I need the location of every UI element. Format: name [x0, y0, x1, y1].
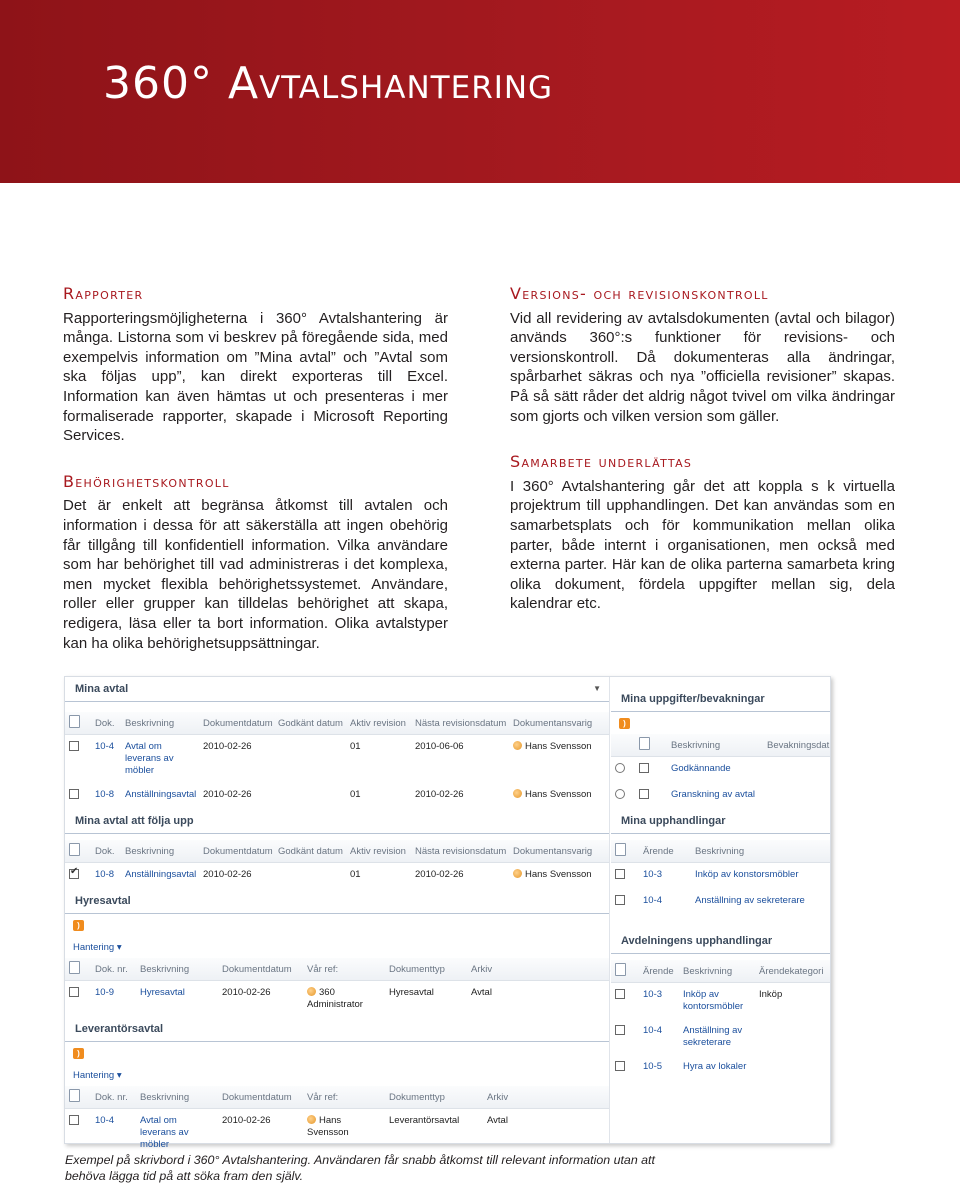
webpart-mina-avtal [65, 677, 609, 809]
cell: 2010-06-06 [415, 741, 464, 752]
cell: Avtal [471, 987, 492, 998]
row-checkbox[interactable] [69, 1115, 79, 1125]
cell: Avtal [487, 1115, 508, 1126]
case-link[interactable]: 10-3 [643, 869, 663, 880]
hyresavtal-table [65, 958, 609, 1017]
cell: 01 [350, 789, 361, 800]
cell: 2010-02-26 [203, 869, 252, 880]
user-icon [513, 869, 522, 878]
desktop-screenshot [64, 676, 831, 1150]
column-header[interactable]: Dok. [91, 712, 121, 735]
column-header[interactable]: Dokumentansvarig [509, 712, 609, 735]
row-checkbox[interactable] [615, 869, 625, 879]
desc-link[interactable]: Hyresavtal [140, 987, 185, 998]
row-radio[interactable] [615, 763, 625, 773]
column-header[interactable]: Bevakningsdat [763, 734, 830, 757]
text-rapporter: Rapporteringsmöjligheterna i 360° Avtalshantering är många. Listorna som vi beskrev på föregående sida, med exempelvis information om ”Mina avtal” och ”Avtal som ska följas upp”, kan direkt exporteras till Excel. Information kan även hämtas ut och presenteras i mer formaliserade rapporter, skapade i Microsoft Reporting Services. [63, 309, 448, 445]
cell: 01 [350, 869, 361, 880]
table-row [611, 757, 830, 784]
row-checkbox[interactable] [69, 789, 79, 799]
row-checkbox[interactable] [615, 1025, 625, 1035]
user-icon [513, 789, 522, 798]
task-link[interactable]: Granskning av avtal [671, 789, 755, 800]
table-row [611, 863, 830, 890]
column-header[interactable]: Beskrivning [691, 840, 830, 863]
cell [763, 783, 830, 809]
column-header[interactable]: Ärendekategori [755, 960, 830, 983]
webpart-leverantorsavtal [65, 1017, 609, 1157]
left-column [63, 284, 448, 673]
row-checkbox-checked[interactable] [69, 869, 79, 879]
case-link[interactable]: 10-4 [643, 895, 663, 906]
cell: Hyresavtal [389, 987, 434, 998]
webpart-title[interactable]: Hyresavtal [65, 889, 609, 914]
table-row [65, 981, 609, 1018]
column-header[interactable]: Beskrivning [121, 840, 199, 863]
column-header[interactable]: Dok. nr. [91, 1086, 136, 1109]
desc-link[interactable]: Avtal om leverans av möbler [140, 1115, 189, 1150]
document-icon [69, 1089, 80, 1102]
cell: Leverantörsavtal [389, 1115, 460, 1126]
task-link[interactable]: Godkännande [671, 763, 731, 774]
doc-link[interactable]: 10-8 [95, 869, 115, 880]
cell [274, 863, 346, 890]
desc-link[interactable]: Anställningsavtal [125, 789, 197, 800]
heading-rapporter: Rapporter [63, 284, 144, 303]
column-header[interactable]: Dokumentdatum [199, 840, 274, 863]
ref-cell[interactable]: Hans Svensson [307, 1115, 349, 1138]
webpart-hyresavtal [65, 889, 609, 1017]
cell: 2010-02-26 [222, 987, 271, 998]
page-title: 360° Avtalshantering [103, 58, 554, 109]
table-row [611, 1055, 830, 1081]
right-column [510, 284, 895, 634]
desc-link[interactable]: Anställningsavtal [125, 869, 197, 880]
table-row [611, 889, 830, 915]
webpart-uppgifter [611, 687, 830, 809]
table-row [65, 783, 609, 809]
column-header[interactable]: Dokumentansvarig [509, 840, 609, 863]
column-header[interactable]: Dokumenttyp [385, 958, 467, 981]
row-checkbox[interactable] [615, 1061, 625, 1071]
right-pane [611, 677, 830, 1143]
webpart-title[interactable]: Mina avtal att följa upp [65, 809, 609, 834]
cell: 2010-02-26 [222, 1115, 271, 1126]
cell: 2010-02-26 [203, 741, 252, 752]
case-link[interactable]: 10-3 [643, 989, 663, 1000]
webpart-title[interactable]: Mina uppgifter/bevakningar [611, 687, 830, 712]
figure-caption: Exempel på skrivbord i 360° Avtalshantering. Användaren får snabb åtkomst till relevant information utan att behöva lägga tid på att söka fram den själv. [65, 1153, 655, 1183]
row-checkbox[interactable] [615, 989, 625, 999]
row-checkbox[interactable] [69, 741, 79, 751]
table-row [65, 735, 609, 784]
row-checkbox[interactable] [615, 895, 625, 905]
case-link[interactable]: 10-4 [643, 1025, 663, 1036]
column-header[interactable]: Nästa revisionsdatum [411, 840, 509, 863]
owner-cell[interactable]: Hans Svensson [509, 783, 609, 809]
user-icon [307, 987, 316, 996]
webpart-upphandlingar [611, 809, 830, 915]
row-checkbox[interactable] [639, 789, 649, 799]
webpart-title[interactable]: Mina avtal ▼ [65, 677, 609, 702]
column-header[interactable]: Ärende [639, 960, 679, 983]
webpart-title[interactable]: Mina upphandlingar [611, 809, 830, 834]
leverantorsavtal-table [65, 1086, 609, 1157]
column-header[interactable]: Dokumentdatum [218, 1086, 303, 1109]
upphandlingar-table [611, 840, 830, 915]
webpart-avdelning [611, 929, 830, 1081]
desc-link[interactable]: Anställning av sekreterare [683, 1025, 743, 1048]
cell [274, 735, 346, 784]
cell: 2010-02-26 [203, 789, 252, 800]
heading-behorighet: Behörighetskontroll [63, 471, 230, 491]
column-header[interactable]: Arkiv [483, 1086, 609, 1109]
owner-cell[interactable]: Hans Svensson [509, 735, 609, 784]
uppgifter-table [611, 734, 830, 809]
desc-link[interactable]: Inköp av kontorsmöbler [683, 989, 744, 1012]
owner-cell[interactable]: Hans Svensson [509, 863, 609, 890]
column-header[interactable]: Beskrivning [136, 958, 218, 981]
ref-cell[interactable]: 360 Administrator [307, 987, 363, 1010]
column-header[interactable]: Godkänt datum [274, 840, 346, 863]
row-checkbox[interactable] [69, 987, 79, 997]
column-header[interactable]: Aktiv revision [346, 712, 411, 735]
cell [274, 783, 346, 809]
column-header[interactable]: Beskrivning [136, 1086, 218, 1109]
mina-avtal-table [65, 712, 609, 809]
rss-icon[interactable]: ) [619, 718, 630, 729]
column-header[interactable]: Godkänt datum [274, 712, 346, 735]
desc-link[interactable]: Anställning av sekreterare [695, 895, 805, 906]
desc-link[interactable]: Inköp av konstorsmöbler [695, 869, 799, 880]
document-icon [69, 715, 80, 728]
doc-link[interactable]: 10-4 [95, 741, 115, 752]
user-icon [307, 1115, 316, 1124]
left-pane [65, 677, 610, 1150]
column-header[interactable]: Ärende [639, 840, 691, 863]
rss-icon[interactable]: ) [73, 920, 84, 931]
column-header[interactable]: Beskrivning [121, 712, 199, 735]
document-icon [639, 737, 650, 750]
text-samarbete: I 360° Avtalshantering går det att koppla s k virtuella projektrum till upphandlingen. Det kan användas som en samarbetsplats och för kommunikation mellan olika parter, både internt i organisationen, men också med externa parter. Här kan de olika parterna samarbeta kring olika dokument, fördela uppgifter mellan sig, dela kalendrar etc. [510, 477, 895, 613]
heading-samarbete: Samarbete underlättas [510, 452, 693, 472]
rss-icon[interactable]: ) [73, 1048, 84, 1059]
column-header[interactable]: Nästa revisionsdatum [411, 712, 509, 735]
column-header[interactable]: Dok. [91, 840, 121, 863]
hantering-menu[interactable]: Hantering ▾ [73, 941, 122, 953]
header-banner [0, 0, 960, 183]
hantering-menu[interactable]: Hantering ▾ [73, 1069, 122, 1081]
document-icon [615, 963, 626, 976]
column-header[interactable]: Dokumenttyp [385, 1086, 483, 1109]
webpart-folja-upp [65, 809, 609, 889]
table-row [611, 1019, 830, 1055]
document-icon [615, 843, 626, 856]
cell [755, 1055, 830, 1081]
column-header[interactable]: Vår ref: [303, 958, 385, 981]
column-header[interactable]: Dokumentdatum [218, 958, 303, 981]
desc-link[interactable]: Hyra av lokaler [683, 1061, 747, 1072]
table-row [65, 863, 609, 890]
cell [763, 757, 830, 784]
folja-upp-table [65, 840, 609, 889]
cell: 01 [350, 741, 361, 752]
webpart-title[interactable]: Leverantörsavtal [65, 1017, 609, 1042]
column-header[interactable]: Dok. nr. [91, 958, 136, 981]
user-icon [513, 741, 522, 750]
doc-link[interactable]: 10-9 [95, 987, 115, 998]
cell: 2010-02-26 [415, 789, 464, 800]
text-behorighet: Det är enkelt att begränsa åtkomst till avtalen och information i dessa för att säkerställa att ingen obehörig får tillgång till konfidentiell information. Vilka användare som har behörighet till vad administreras i det komplexa, men mycket flexibla behörighetssystemet. Användare, roller eller grupper kan tilldelas behörighet att skapa, redigera, läsa eller ta bort information. Olika avtalstyper kan ha olika behörighetsuppsättningar. [63, 497, 448, 652]
cell: Inköp [759, 989, 783, 1000]
cell [755, 1019, 830, 1055]
column-header[interactable]: Vår ref: [303, 1086, 385, 1109]
document-icon [69, 961, 80, 974]
avdelning-table [611, 960, 830, 1081]
cell: 2010-02-26 [415, 869, 464, 880]
column-header[interactable]: Beskrivning [679, 960, 755, 983]
column-header[interactable]: Aktiv revision [346, 840, 411, 863]
document-icon [69, 843, 80, 856]
column-header[interactable]: Dokumentdatum [199, 712, 274, 735]
table-row [611, 783, 830, 809]
text-versions: Vid all revidering av avtalsdokumenten (avtal och bilagor) används 360°:s funktioner för revisions- och versionskontroll. Då dokumenteras alla ändringar, spårbarhet säkras och nya ”officiella revisioner” skapas. På så sätt råder det aldrig något tvivel om vilka ändringar som gjorts och vilken version som gäller. [510, 309, 895, 425]
chevron-down-icon[interactable]: ▼ [593, 684, 601, 693]
row-radio[interactable] [615, 789, 625, 799]
case-link[interactable]: 10-5 [643, 1061, 663, 1072]
column-header[interactable]: Beskrivning [667, 734, 763, 757]
table-row [65, 1109, 609, 1158]
heading-versions: Versions- och revisionskontroll [510, 284, 769, 303]
row-checkbox[interactable] [639, 763, 649, 773]
table-row [611, 983, 830, 1020]
column-header[interactable]: Arkiv [467, 958, 609, 981]
webpart-title[interactable]: Avdelningens upphandlingar [611, 929, 830, 954]
doc-link[interactable]: 10-4 [95, 1115, 115, 1126]
doc-link[interactable]: 10-8 [95, 789, 115, 800]
desc-link[interactable]: Avtal om leverans av möbler [125, 741, 174, 776]
